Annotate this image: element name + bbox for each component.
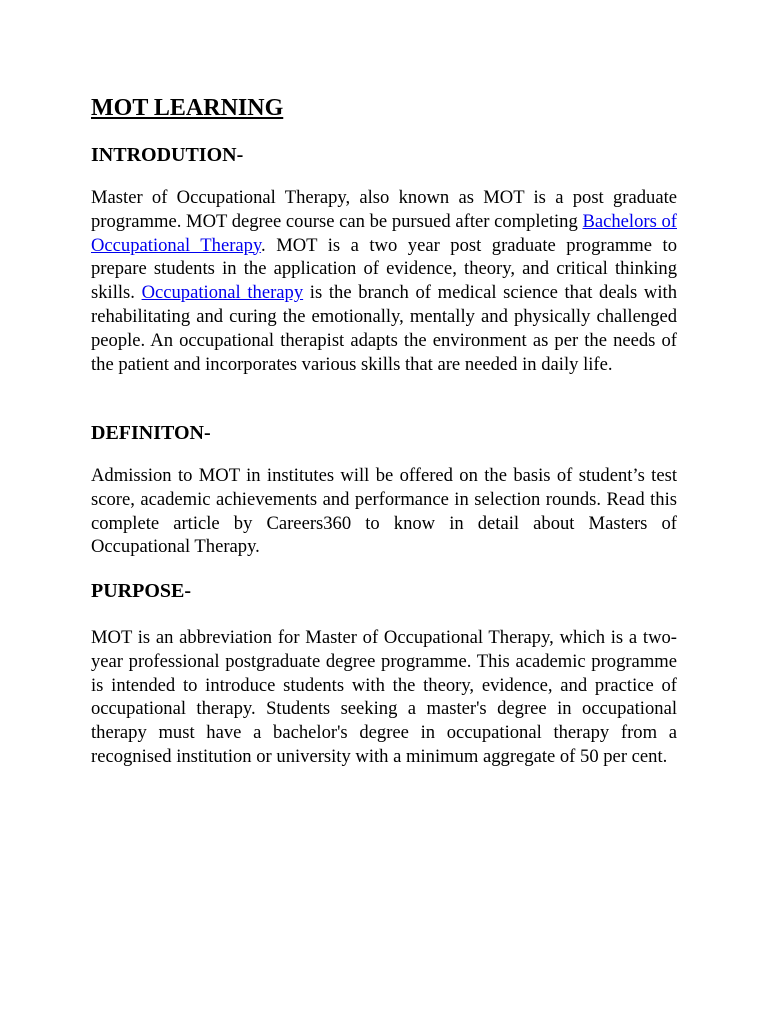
definition-heading: DEFINITON- <box>91 422 211 444</box>
occupational-therapy-link[interactable]: Occupational therapy <box>141 282 304 304</box>
document-title: MOT LEARNING <box>91 95 284 121</box>
definition-paragraph: Admission to MOT in institutes will be offered on the basis of student’s test score, academic achievements and performance in selection rounds. Read this complete article by Careers360 to know in detail about Masters of Occupational Therapy. <box>91 465 677 558</box>
bachelors-occupational-therapy-link[interactable]: Bachelors of Occupational Therapy <box>91 210 677 256</box>
introduction-paragraph <box>91 186 677 376</box>
introduction-text-2: . MOT is a two year post graduate programme to prepare students in the application of evidence, theory, and critical thinking skills. <box>91 234 677 304</box>
introduction-text-1: Master of Occupational Therapy, also known as MOT is a post graduate programme. MOT degree course can be pursued after completing <box>91 187 677 232</box>
purpose-heading: PURPOSE- <box>91 580 191 602</box>
introduction-heading: INTRODUTION- <box>91 144 244 166</box>
introduction-text-3: is the branch of medical science that deals with rehabilitating and curing the emotionally, mentally and physically challenged people. An occupational therapist adapts the environment as per the needs of the patient and incorporates various skills that are needed in daily life. <box>91 282 677 375</box>
purpose-paragraph: MOT is an abbreviation for Master of Occupational Therapy, which is a two-year professional postgraduate degree programme. This academic programme is intended to introduce students with the theory, evidence, and practice of occupational therapy. Students seeking a master's degree in occupational therapy must have a bachelor's degree in occupational therapy from a recognised institution or university with a minimum aggregate of 50 per cent. <box>91 627 677 767</box>
